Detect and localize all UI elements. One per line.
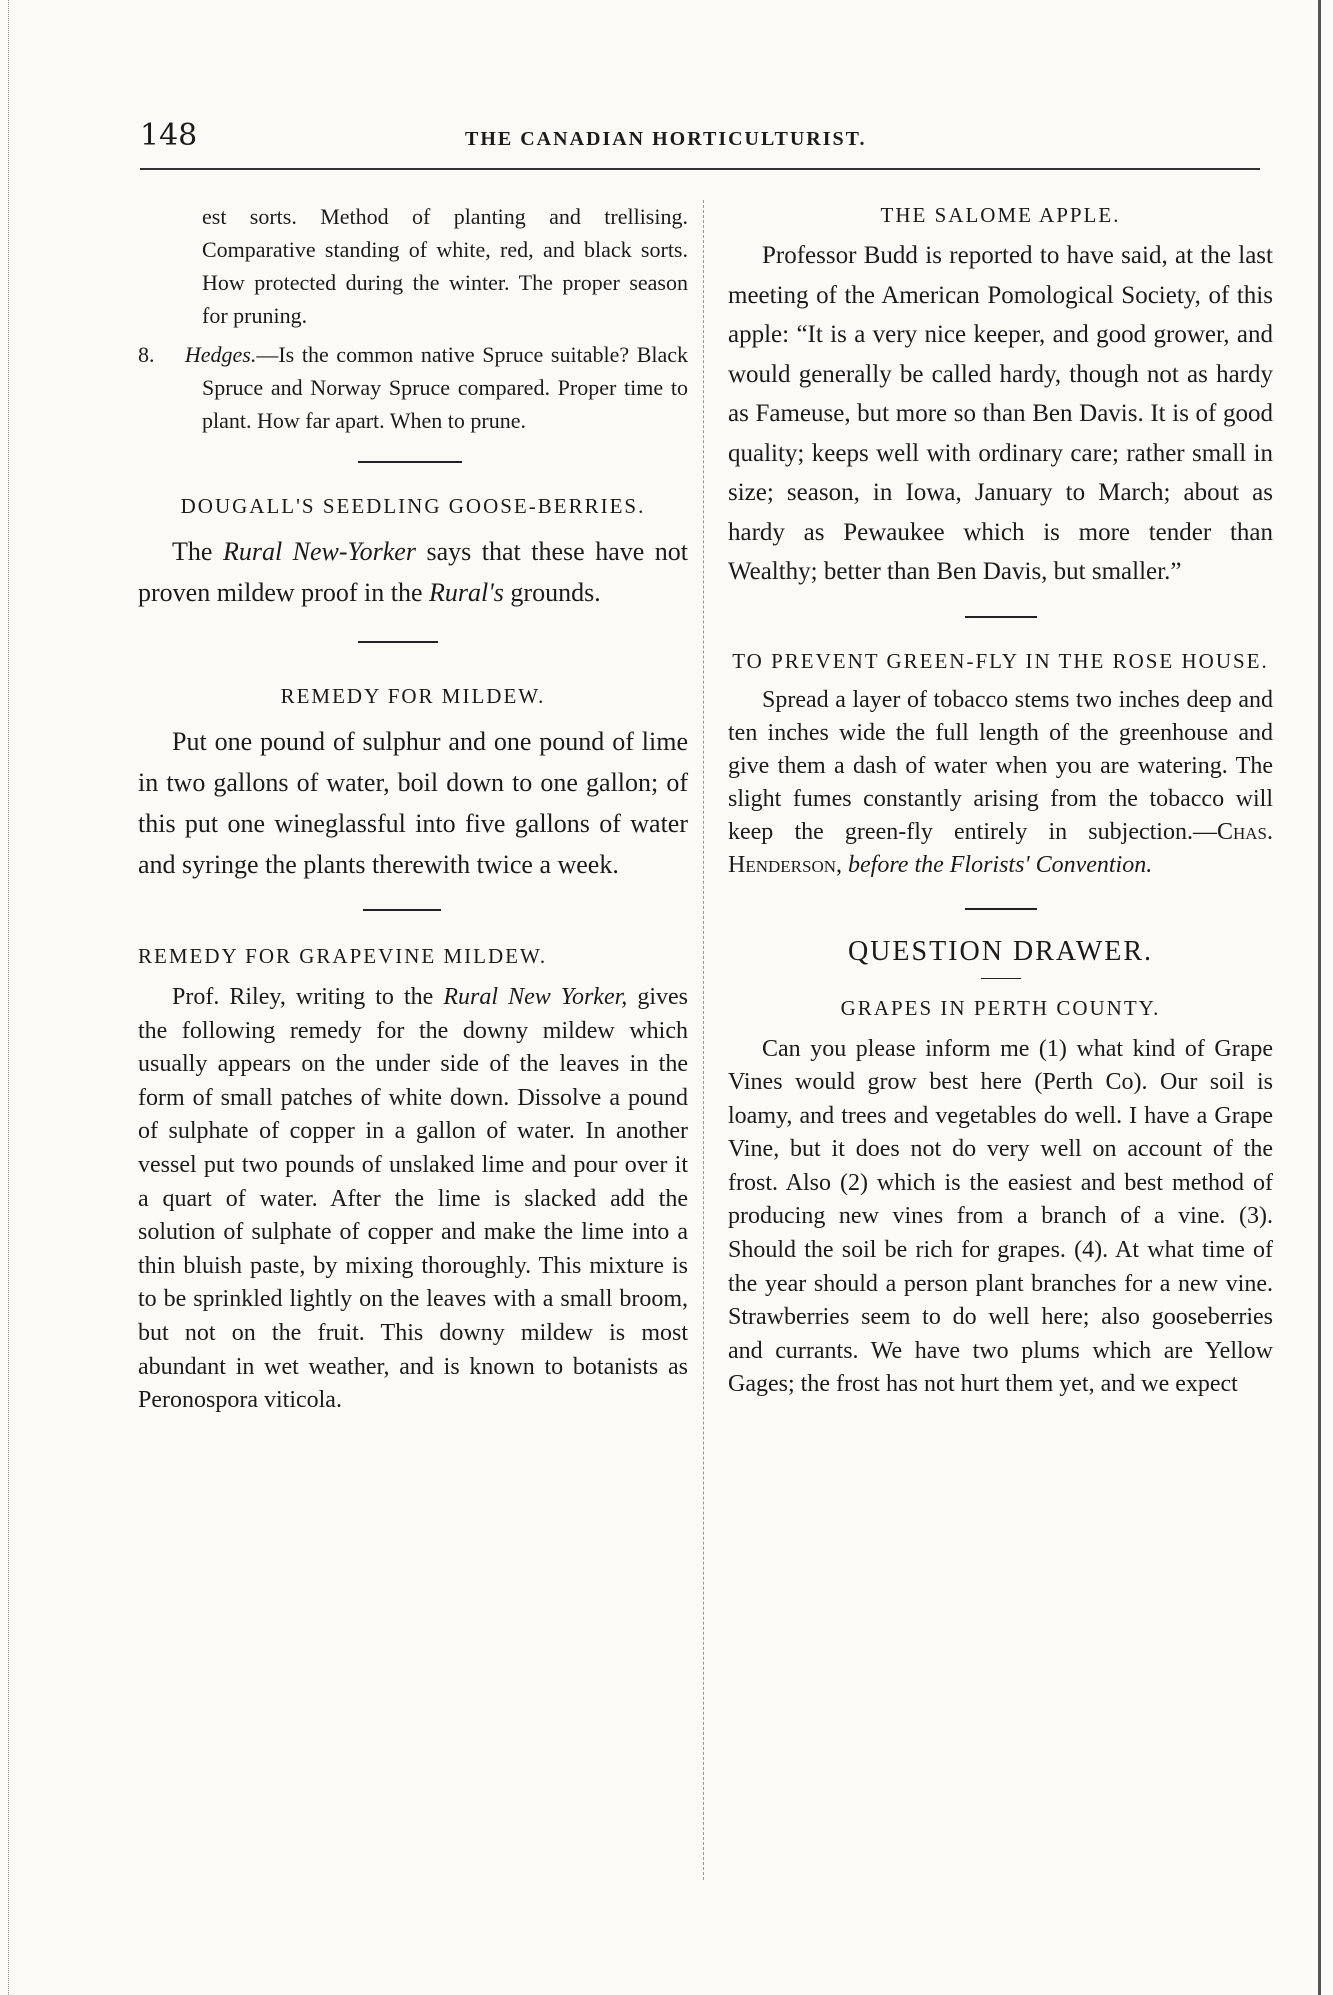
header-rule	[140, 168, 1260, 170]
item-8-number: 8.	[138, 342, 155, 367]
salome-paragraph: Professor Budd is reported to have said, at the last meeting of the American Pomological Society, of this apple: “It is a very nice keeper, and good grower, and would generally be called hardy, though not as hardy as Fameuse, but more so than Ben Davis. It is of good quality; keeps well with ordinary care; rather small in size; season, in Iowa, January to March; about as hardy as Pewaukee which is more tender than Wealthy; better than Ben Davis, but smaller.”	[728, 242, 1273, 585]
item-8	[138, 338, 688, 437]
page-header	[140, 118, 1260, 158]
dougall-paper: Rural New-Yorker	[222, 537, 416, 566]
running-title: THE CANADIAN HORTICULTURIST.	[465, 128, 867, 150]
grapevine-pre: Prof. Riley, writing to the	[172, 984, 434, 1010]
perth-heading: GRAPES IN PERTH COUNTY.	[840, 995, 1161, 1020]
grapevine-text: gives the following remedy for the downy mildew which usually appears on the under side of the leaves in the form of small patches of white down. Dissolve a pound of sulphate of copper in a gallon of water. In another vessel put two pounds of unslaked lime and pour over it a quart of water. After the lime is slacked add the solution of sulphate of copper and make the lime into a thin bluish paste, by mixing thoroughly. This mixture is to be sprinkled lightly on the leaves with a small broom, but not on the fruit. This downy mildew is most abundant in wet weather, and is known to botanists as Peronospora viticola.	[138, 984, 689, 1414]
dougall-heading: DOUGALL'S SEEDLING GOOSE-BERRIES.	[180, 494, 646, 518]
section-rule	[363, 909, 441, 911]
greenfly-heading: TO PREVENT GREEN-FLY IN THE ROSE HOUSE.	[732, 648, 1269, 673]
column-divider	[703, 200, 704, 1880]
greenfly-source: before the Florists' Convention.	[848, 851, 1153, 878]
left-column	[138, 200, 688, 1418]
question-drawer-heading: QUESTION DRAWER.	[847, 935, 1154, 967]
greenfly-author: Chas. Henderson,	[728, 818, 1273, 878]
grapevine-paragraph	[138, 981, 688, 1418]
perth-paragraph: Can you please inform me (1) what kind of Grape Vines would grow best here (Perth Co). Our soil is loamy, and trees and vegetables do well. I have a Grape Vine, but it does not do very well on account of the frost. Also (2) which is the easiest and best method of producing new vines from a branch of a vine. (3). Should the soil be rich for grapes. (4). At what time of the year should a person plant branches for a new vine. Strawberries seem to do well here; also gooseberries and currants. We have two plums which are Yellow Gages; the frost has not hurt them yet, and we expect	[728, 1035, 1273, 1398]
intro-lines: est sorts. Method of planting and trellising. Comparative standing of white, red, and black sorts. How protected during the winter. The proper season for pruning.	[202, 204, 688, 328]
section-rule	[965, 616, 1037, 618]
scan-left-edge	[8, 0, 9, 1995]
section-rule	[358, 641, 438, 643]
dougall-pre: The	[172, 537, 213, 566]
page-number: 148	[140, 118, 198, 153]
dougall-post: grounds.	[510, 578, 601, 607]
mildew-paragraph: Put one pound of sulphur and one pound of lime in two gallons of water, boil down to one gallon; of this put one wineglassful into five gallons of water and syringe the plants therewith twice a week.	[138, 727, 688, 879]
dougall-rural: Rural's	[429, 578, 504, 607]
scan-right-edge	[1318, 0, 1321, 1995]
grapevine-heading: REMEDY FOR GRAPEVINE MILDEW.	[138, 944, 548, 968]
section-rule	[965, 908, 1037, 910]
mildew-heading: REMEDY FOR MILDEW.	[280, 684, 546, 708]
salome-heading: THE SALOME APPLE.	[880, 203, 1121, 227]
section-rule	[981, 978, 1021, 979]
dougall-mid: says that these have not proven mildew proof in the	[138, 537, 689, 607]
section-rule	[358, 461, 462, 463]
greenfly-paragraph	[728, 684, 1273, 882]
greenfly-text: Spread a layer of tobacco stems two inches deep and ten inches wide the full length of the greenhouse and give them a dash of water when you are watering. The slight fumes constantly arising from the tobacco will keep the green-fly entirely in subjection.—	[728, 686, 1273, 845]
grapevine-paper: Rural New Yorker,	[443, 984, 628, 1010]
item-8-title: Hedges.	[184, 342, 257, 367]
right-column	[728, 200, 1273, 1402]
item-8-text: —Is the common native Spruce suitable? Black Spruce and Norway Spruce compared. Proper time to plant. How far apart. When to prune.	[202, 342, 689, 433]
dougall-paragraph	[138, 531, 688, 613]
